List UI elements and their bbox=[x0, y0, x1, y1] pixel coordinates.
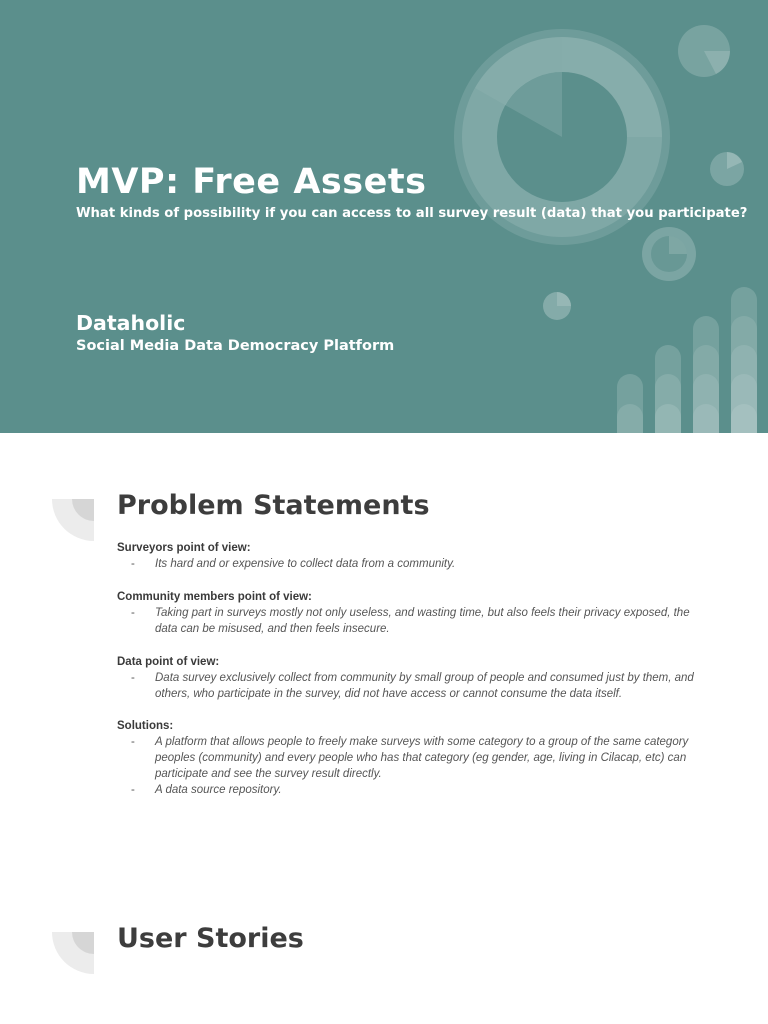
list-item-text: Data survey exclusively collect from community by small group of people and consumed just by them, and others, who participate in the survey, did not have access or cannot consume the data itself. bbox=[155, 672, 694, 700]
bullet-dash: - bbox=[131, 784, 135, 796]
brand-name: Dataholic bbox=[76, 311, 186, 335]
page-title: MVP: Free Assets bbox=[76, 162, 427, 202]
list-item-text: A platform that allows people to freely make surveys with some category to a group of the same category peoples (community) and every people who has that category (eg gender, age, living in Cilacap, etc) can participate and see the survey result directly. bbox=[155, 736, 689, 780]
hero-banner bbox=[0, 0, 768, 433]
section-title-problem-statements: Problem Statements bbox=[117, 490, 430, 521]
group-heading: Community members point of view: bbox=[117, 591, 312, 603]
problem-group-surveyors bbox=[117, 540, 707, 572]
pie-chart-icon bbox=[543, 292, 571, 320]
list-item-text: Its hard and or expensive to collect data from a community. bbox=[155, 558, 456, 570]
list-item-text: Taking part in surveys mostly not only useless, and wasting time, but also feels their privacy exposed, the data can be misused, and then feels insecure. bbox=[155, 607, 690, 635]
list-item bbox=[117, 670, 707, 702]
problem-group-community bbox=[117, 589, 707, 637]
section-title-user-stories: User Stories bbox=[117, 923, 304, 954]
group-heading: Surveyors point of view: bbox=[117, 542, 251, 554]
group-heading: Data point of view: bbox=[117, 656, 220, 668]
group-heading: Solutions: bbox=[117, 720, 174, 732]
problem-group-data bbox=[117, 654, 707, 702]
quarter-ring-icon bbox=[52, 932, 96, 976]
page-subtitle: What kinds of possibility if you can access to all survey result (data) that you participate? bbox=[76, 206, 748, 221]
bullet-dash: - bbox=[131, 672, 135, 684]
list-item bbox=[117, 734, 707, 782]
quarter-ring-icon bbox=[52, 499, 96, 543]
list-item bbox=[117, 782, 707, 798]
list-item-text: A data source repository. bbox=[155, 784, 282, 796]
bullet-dash: - bbox=[131, 558, 135, 570]
bullet-dash: - bbox=[131, 736, 135, 748]
pie-chart-icon bbox=[710, 152, 744, 186]
problem-group-solutions bbox=[117, 718, 707, 798]
pie-chart-icon bbox=[678, 25, 730, 77]
bar-chart-icon bbox=[617, 287, 757, 433]
brand-tagline: Social Media Data Democracy Platform bbox=[76, 338, 395, 354]
list-item bbox=[117, 556, 707, 572]
ring-chart-icon bbox=[642, 227, 696, 281]
bullet-dash: - bbox=[131, 607, 135, 619]
list-item bbox=[117, 605, 707, 637]
